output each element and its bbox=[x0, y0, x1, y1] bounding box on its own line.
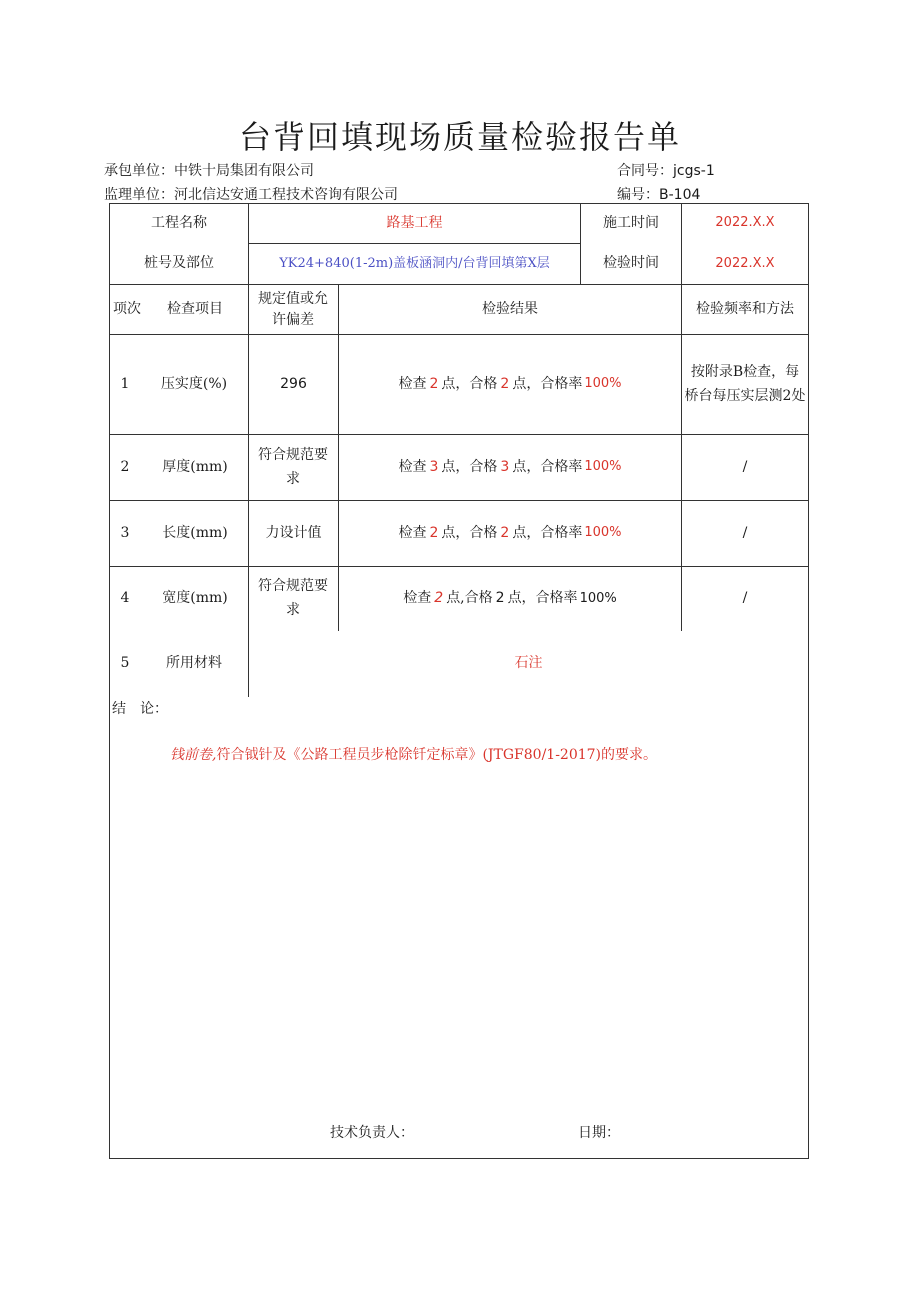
row3-item: 长度(mm) bbox=[162, 524, 228, 541]
tech-lead-label: 技术负责人： bbox=[330, 1125, 414, 1141]
inspection-time-value: 2022.X.X bbox=[715, 255, 775, 271]
row2-result-b: 点，合格 bbox=[441, 458, 498, 475]
supervisor-label: 监理单位： bbox=[104, 187, 174, 203]
conclusion-text bbox=[170, 744, 657, 764]
page-title: 台背回填现场质量检验报告单 bbox=[238, 118, 681, 156]
contract-no-label: 合同号： bbox=[617, 163, 673, 179]
conclusion-text-red: 钱前卷, bbox=[170, 747, 217, 763]
row3-result-a: 检查 bbox=[398, 524, 427, 541]
row4-item: 宽度(mm) bbox=[162, 590, 228, 607]
contractor-line bbox=[104, 160, 314, 180]
row4-result-rate: 100% bbox=[579, 590, 617, 606]
row4-result-n1: 2 bbox=[434, 590, 444, 607]
row4-result-c: 点，合格率 bbox=[507, 590, 578, 607]
row4-no: 4 bbox=[120, 590, 130, 607]
row5-no: 5 bbox=[120, 655, 130, 672]
row2-spec: 符合规范要求 bbox=[258, 446, 328, 487]
row3-result bbox=[339, 501, 681, 566]
row4-method: / bbox=[742, 590, 748, 607]
contract-no-value: jcgs-1 bbox=[673, 163, 715, 179]
row1-method: 按附录B检查，每桥台每压实层测2处 bbox=[684, 363, 806, 404]
row1-no: 1 bbox=[120, 375, 130, 392]
project-name-value: 路基工程 bbox=[386, 214, 443, 231]
row1-item: 压实度(%) bbox=[160, 375, 228, 392]
row2-item: 厚度(mm) bbox=[162, 458, 228, 475]
row4-spec: 符合规范要求 bbox=[258, 578, 328, 618]
row4-result-a: 检查 bbox=[403, 590, 432, 607]
row4-result bbox=[339, 567, 681, 631]
supervisor-line bbox=[104, 184, 398, 204]
construction-time-value: 2022.X.X bbox=[715, 215, 775, 231]
row2-no: 2 bbox=[120, 458, 130, 475]
inspection-time-label: 检验时间 bbox=[603, 255, 659, 272]
row1-spec: 296 bbox=[280, 375, 307, 392]
row3-result-n2: 2 bbox=[500, 524, 510, 541]
header-no: 项次 bbox=[113, 300, 141, 317]
row3-result-n1: 2 bbox=[429, 524, 439, 541]
serial-label: 编号： bbox=[617, 187, 659, 203]
header-item: 检查项目 bbox=[167, 300, 223, 317]
project-name-label: 工程名称 bbox=[151, 214, 207, 231]
contractor-label: 承包单位： bbox=[104, 163, 174, 179]
row2-result bbox=[339, 435, 681, 500]
row2-result-c: 点，合格率 bbox=[512, 458, 583, 475]
contractor-value: 中铁十局集团有限公司 bbox=[174, 163, 314, 179]
row1-result-n1: 2 bbox=[429, 375, 439, 392]
row2-result-n2: 3 bbox=[500, 458, 510, 475]
row3-result-b: 点，合格 bbox=[441, 524, 498, 541]
serial-value: B-104 bbox=[659, 187, 701, 203]
border-bottom bbox=[109, 1158, 809, 1159]
row2-result-rate: 100% bbox=[584, 459, 622, 475]
row1-result bbox=[339, 335, 681, 434]
station-label: 桩号及部位 bbox=[144, 255, 214, 272]
row3-result-c: 点，合格率 bbox=[512, 524, 583, 541]
header-result: 检验结果 bbox=[482, 300, 538, 317]
row3-result-rate: 100% bbox=[584, 525, 622, 541]
row1-result-b: 点，合格 bbox=[441, 375, 498, 392]
row2-result-n1: 3 bbox=[429, 458, 439, 475]
contract-no-line bbox=[617, 160, 715, 180]
row1-result-n2: 2 bbox=[500, 375, 510, 392]
row1-result-rate: 100% bbox=[584, 376, 622, 392]
row2-method: / bbox=[742, 458, 748, 475]
row5-material: 石注 bbox=[514, 655, 543, 672]
row1-result-a: 检查 bbox=[398, 375, 427, 392]
header-method: 检验频率和方法 bbox=[696, 300, 794, 317]
date-label: 日期： bbox=[578, 1125, 620, 1141]
conclusion-label: 结 论： bbox=[112, 701, 168, 717]
border-right bbox=[808, 203, 809, 1159]
row3-method: / bbox=[742, 524, 748, 541]
row4-result-b: 点,合格 bbox=[446, 590, 493, 607]
station-value: YK24+840(1-2m)盖板涵洞内/台背回填第X层 bbox=[279, 255, 550, 271]
row2-result-a: 检查 bbox=[398, 458, 427, 475]
row1-result-c: 点，合格率 bbox=[512, 375, 583, 392]
header-spec: 规定值或允许偏差 bbox=[258, 290, 328, 328]
row5-item: 所用材料 bbox=[166, 655, 222, 672]
construction-time-label: 施工时间 bbox=[603, 214, 659, 231]
row3-spec: 力设计值 bbox=[265, 524, 322, 541]
supervisor-value: 河北信达安通工程技术咨询有限公司 bbox=[174, 187, 398, 203]
serial-line bbox=[617, 184, 700, 204]
row3-no: 3 bbox=[120, 524, 130, 541]
conclusion-text-rest: 符合钺针及《公路工程员步枪除钎定标章》(JTGF80/1-2017)的要求。 bbox=[216, 747, 658, 763]
row4-result-n2: 2 bbox=[495, 590, 505, 607]
